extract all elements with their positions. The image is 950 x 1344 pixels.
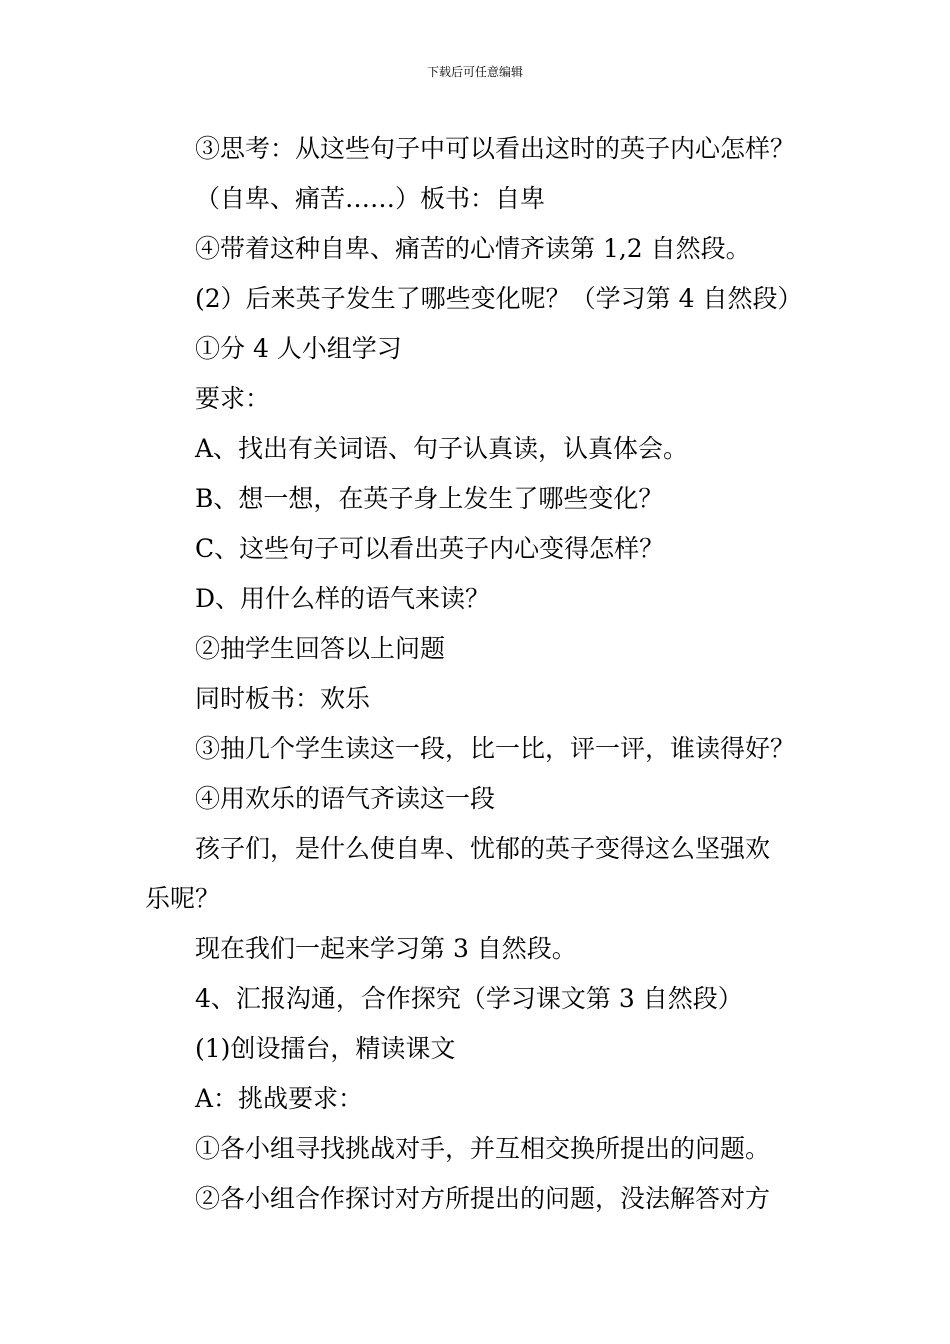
text-line: ①分 4 人小组学习 <box>195 334 402 363</box>
text-line: C、这些句子可以看出英子内心变得怎样？ <box>195 534 665 563</box>
text-line: (2）后来英子发生了哪些变化呢？（学习第 4 自然段） <box>195 284 803 313</box>
text-line: ④带着这种自卑、痛苦的心情齐读第 1,2 自然段。 <box>195 234 751 263</box>
text-line: （自卑、痛苦……）板书：自卑 <box>195 184 546 213</box>
text-line: ③思考：从这些句子中可以看出这时的英子内心怎样？ <box>195 134 796 163</box>
text-line: (1)创设擂台，精读课文 <box>195 1034 456 1063</box>
text-line: ①各小组寻找挑战对手，并互相交换所提出的问题。 <box>195 1134 771 1163</box>
text-line: ②各小组合作探讨对方所提出的问题，没法解答对方 <box>195 1184 771 1213</box>
text-line: ②抽学生回答以上问题 <box>195 634 446 663</box>
text-line: 孩子们，是什么使自卑、忧郁的英子变得这么坚强欢 <box>195 834 771 863</box>
page-header: 下载后可任意编辑 <box>426 65 523 79</box>
text-line: 4、汇报沟通，合作探究（学习课文第 3 自然段） <box>195 984 743 1013</box>
text-line: D、用什么样的语气来读？ <box>195 584 491 613</box>
text-line: 同时板书：欢乐 <box>195 684 371 713</box>
text-line: A、找出有关词语、句子认真读，认真体会。 <box>195 434 689 463</box>
text-line: 乐呢？ <box>145 884 221 913</box>
text-line: ④用欢乐的语气齐读这一段 <box>195 784 496 813</box>
text-line: A：挑战要求： <box>195 1084 364 1113</box>
text-line: 现在我们一起来学习第 3 自然段。 <box>195 934 577 963</box>
text-line: B、想一想，在英子身上发生了哪些变化？ <box>195 484 664 513</box>
document-body <box>145 124 815 1224</box>
text-line: 要求： <box>195 384 271 413</box>
text-line: ③抽几个学生读这一段，比一比，评一评，谁读得好？ <box>195 734 796 763</box>
